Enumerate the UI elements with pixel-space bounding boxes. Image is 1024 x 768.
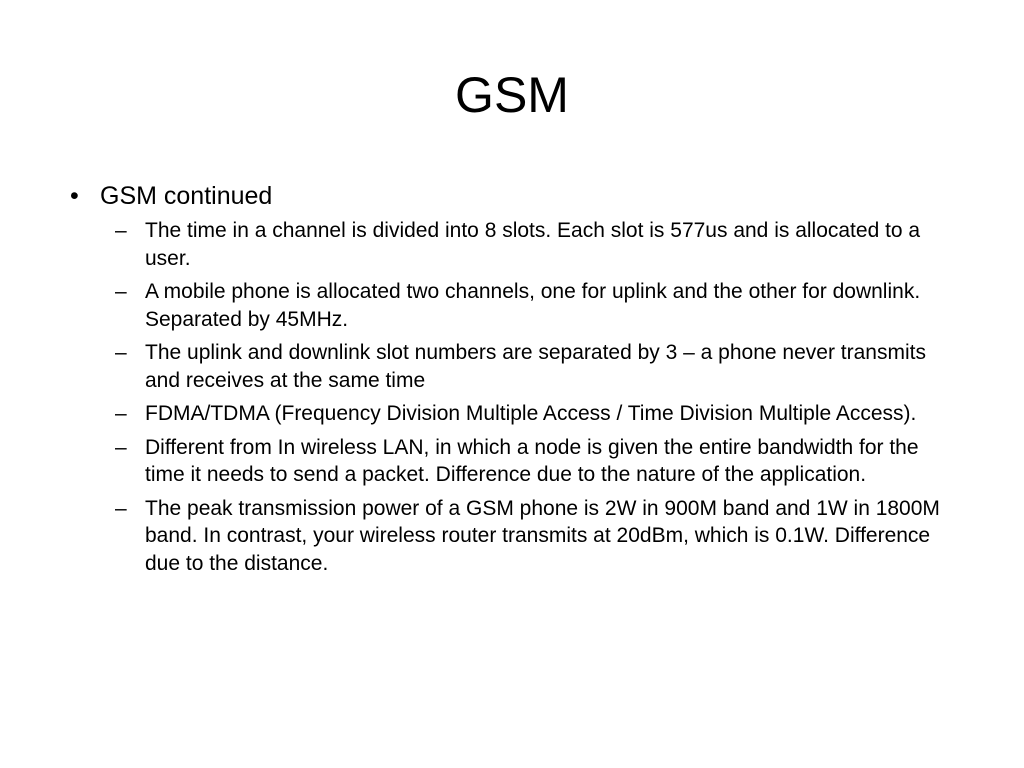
- sub-bullet-list: [60, 217, 960, 577]
- sub-bullet-marker: –: [115, 219, 127, 242]
- slide-content: [60, 180, 960, 583]
- sub-bullet-marker: –: [115, 496, 127, 520]
- sub-bullet-text: The uplink and downlink slot numbers are separated by 3 – a phone never transmits and receives at the same time: [145, 341, 926, 392]
- sub-bullet-item: [60, 278, 945, 333]
- sub-bullet-marker: –: [115, 402, 127, 425]
- sub-bullet-marker: –: [115, 341, 127, 364]
- sub-bullet-item: [60, 400, 945, 428]
- sub-bullet-item: [60, 434, 945, 489]
- bullet-text: GSM continued: [100, 182, 273, 210]
- sub-bullet-text: Different from In wireless LAN, in which a node is given the entire bandwidth for the time it needs to send a packet. Difference due to the nature of the application.: [145, 435, 919, 486]
- bullet-marker: •: [70, 182, 79, 210]
- sub-bullet-text: A mobile phone is allocated two channels, one for uplink and the other for downlink. Separated by 45MHz.: [145, 280, 921, 331]
- slide-title: GSM: [455, 67, 569, 123]
- sub-bullet-text: FDMA/TDMA (Frequency Division Multiple Access / Time Division Multiple Access).: [145, 402, 917, 425]
- sub-bullet-text: The peak transmission power of a GSM phone is 2W in 900M band and 1W in 1800M band. In contrast, your wireless router transmits at 20dBm, which is 0.1W. Difference due to the distance.: [145, 496, 940, 575]
- sub-bullet-marker: –: [115, 435, 127, 459]
- sub-bullet-text: The time in a channel is divided into 8 slots. Each slot is 577us and is allocated to a user.: [145, 219, 921, 270]
- sub-bullet-item: [60, 339, 945, 394]
- bullet-item: [60, 180, 960, 212]
- sub-bullet-marker: –: [115, 280, 127, 303]
- sub-bullet-item: [60, 495, 945, 578]
- sub-bullet-item: [60, 217, 945, 272]
